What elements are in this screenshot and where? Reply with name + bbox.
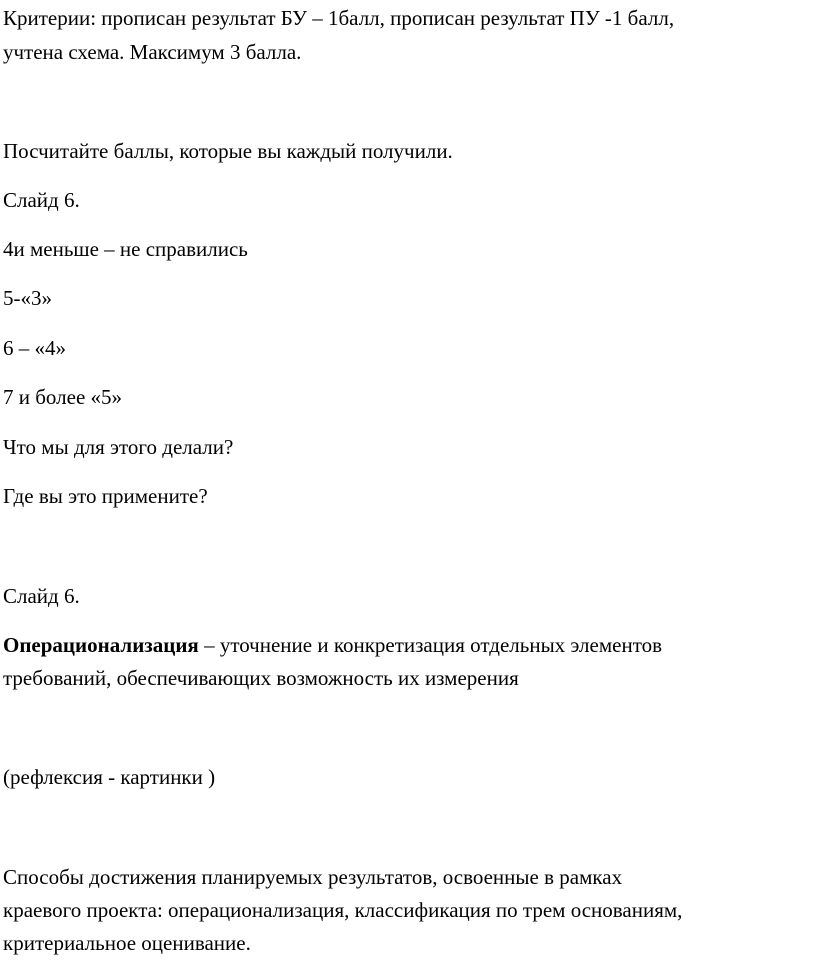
question-2-text: Где вы это примените? (3, 484, 208, 508)
methods-line-1: Способы достижения планируемых результатов, освоенные в рамках (3, 865, 623, 889)
question-1-text: Что мы для этого делали? (3, 435, 234, 459)
slide-heading-2: Слайд 6. (3, 584, 80, 608)
grade-3-text: 5-«3» (3, 286, 52, 310)
methods-line-3: критериальное оценивание. (3, 931, 251, 955)
definition-line-2: требований, обеспечивающих возможность их измерения (3, 666, 519, 690)
reflection-text: (рефлексия - картинки ) (3, 765, 216, 789)
count-points-text: Посчитайте баллы, которые вы каждый получили. (3, 139, 453, 163)
grade-4-text: 6 – «4» (3, 336, 66, 360)
slide-heading-1: Слайд 6. (3, 188, 80, 212)
grade-fail-text: 4и меньше – не справились (3, 237, 248, 261)
definition-term: Операционализация (3, 633, 199, 657)
methods-line-2: краевого проекта: операционализация, классификация по трем основаниям, (3, 898, 683, 922)
definition-line-1 (3, 632, 662, 658)
criteria-line-2: учтена схема. Максимум 3 балла. (3, 40, 302, 64)
grade-5-text: 7 и более «5» (3, 385, 123, 409)
definition-rest: – уточнение и конкретизация отдельных элементов (198, 633, 663, 657)
criteria-line-1: Критерии: прописан результат БУ – 1балл, прописан результат ПУ -1 балл, (3, 6, 675, 30)
